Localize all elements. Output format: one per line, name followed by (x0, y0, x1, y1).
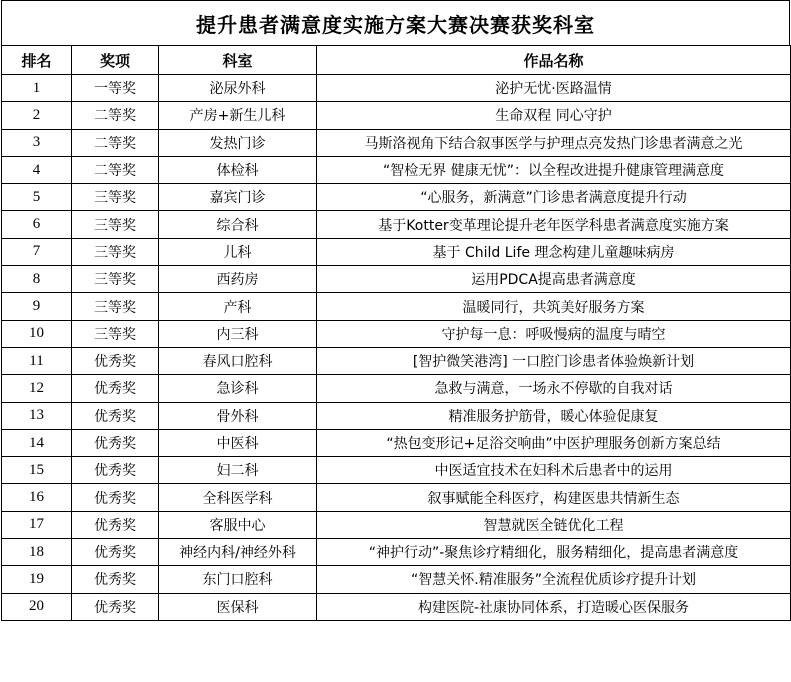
department-cell: 西药房 (159, 266, 317, 293)
work-title-cell: 马斯洛视角下结合叙事医学与护理点亮发热门诊患者满意之光 (317, 129, 791, 156)
rank-cell: 2 (2, 102, 72, 129)
work-title-cell: 泌护无忧·医路温情 (317, 75, 791, 102)
rank-cell: 4 (2, 156, 72, 183)
department-cell: 内三科 (159, 320, 317, 347)
table-row (2, 375, 791, 402)
department-cell: 嘉宾门诊 (159, 184, 317, 211)
header-rank: 排名 (2, 46, 72, 75)
award-sheet (1, 0, 790, 621)
rank-cell: 18 (2, 539, 72, 566)
award-cell: 一等奖 (72, 75, 159, 102)
department-cell: 客服中心 (159, 511, 317, 538)
award-cell: 三等奖 (72, 293, 159, 320)
award-cell: 三等奖 (72, 320, 159, 347)
header-work-title: 作品名称 (317, 46, 791, 75)
rank-cell: 1 (2, 75, 72, 102)
table-row (2, 266, 791, 293)
rank-cell: 3 (2, 129, 72, 156)
work-title-cell: “智检无界 健康无忧”：以全程改进提升健康管理满意度 (317, 156, 791, 183)
department-cell: 发热门诊 (159, 129, 317, 156)
rank-cell: 12 (2, 375, 72, 402)
award-cell: 优秀奖 (72, 566, 159, 593)
department-cell: 医保科 (159, 593, 317, 620)
table-row (2, 156, 791, 183)
work-title-cell: [智护微笑港湾] 一口腔门诊患者体验焕新计划 (317, 347, 791, 374)
work-title-cell: 急救与满意，一场永不停歇的自我对话 (317, 375, 791, 402)
award-cell: 优秀奖 (72, 402, 159, 429)
department-cell: 全科医学科 (159, 484, 317, 511)
department-cell: 产房+新生儿科 (159, 102, 317, 129)
work-title-cell: “心服务，新满意”门诊患者满意度提升行动 (317, 184, 791, 211)
table-row (2, 347, 791, 374)
department-cell: 中医科 (159, 429, 317, 456)
table-row (2, 75, 791, 102)
work-title-cell: 智慧就医全链优化工程 (317, 511, 791, 538)
table-row (2, 129, 791, 156)
work-title-cell: 基于Kotter变革理论提升老年医学科患者满意度实施方案 (317, 211, 791, 238)
table-row (2, 238, 791, 265)
rank-cell: 6 (2, 211, 72, 238)
table-row (2, 211, 791, 238)
rank-cell: 9 (2, 293, 72, 320)
department-cell: 产科 (159, 293, 317, 320)
work-title-cell: 精准服务护筋骨，暖心体验促康复 (317, 402, 791, 429)
work-title-cell: 守护每一息：呼吸慢病的温度与晴空 (317, 320, 791, 347)
department-cell: 儿科 (159, 238, 317, 265)
work-title-cell: 运用PDCA提高患者满意度 (317, 266, 791, 293)
header-award: 奖项 (72, 46, 159, 75)
department-cell: 春风口腔科 (159, 347, 317, 374)
rank-cell: 14 (2, 429, 72, 456)
header-department: 科室 (159, 46, 317, 75)
work-title-cell: 构建医院-社康协同体系，打造暖心医保服务 (317, 593, 791, 620)
table-row (2, 429, 791, 456)
rank-cell: 10 (2, 320, 72, 347)
department-cell: 泌尿外科 (159, 75, 317, 102)
award-cell: 优秀奖 (72, 593, 159, 620)
department-cell: 体检科 (159, 156, 317, 183)
rank-cell: 16 (2, 484, 72, 511)
rank-cell: 20 (2, 593, 72, 620)
rank-cell: 7 (2, 238, 72, 265)
table-row (2, 402, 791, 429)
table-row (2, 320, 791, 347)
rank-cell: 17 (2, 511, 72, 538)
work-title-cell: “热包变形记+足浴交响曲”中医护理服务创新方案总结 (317, 429, 791, 456)
work-title-cell: 温暖同行，共筑美好服务方案 (317, 293, 791, 320)
table-row (2, 457, 791, 484)
award-cell: 优秀奖 (72, 457, 159, 484)
work-title-cell: 中医适宜技术在妇科术后患者中的运用 (317, 457, 791, 484)
work-title-cell: 叙事赋能全科医疗，构建医患共情新生态 (317, 484, 791, 511)
work-title-cell: 生命双程 同心守护 (317, 102, 791, 129)
rank-cell: 8 (2, 266, 72, 293)
work-title-cell: 基于 Child Life 理念构建儿童趣味病房 (317, 238, 791, 265)
table-row (2, 539, 791, 566)
table-row (2, 511, 791, 538)
award-cell: 三等奖 (72, 184, 159, 211)
award-cell: 二等奖 (72, 102, 159, 129)
table-row (2, 293, 791, 320)
department-cell: 东门口腔科 (159, 566, 317, 593)
department-cell: 急诊科 (159, 375, 317, 402)
table-row (2, 593, 791, 620)
rank-cell: 11 (2, 347, 72, 374)
award-cell: 三等奖 (72, 266, 159, 293)
award-cell: 二等奖 (72, 156, 159, 183)
department-cell: 妇二科 (159, 457, 317, 484)
table-row (2, 102, 791, 129)
header-row (2, 46, 791, 75)
sheet-title: 提升患者满意度实施方案大赛决赛获奖科室 (1, 0, 790, 45)
award-cell: 优秀奖 (72, 375, 159, 402)
award-cell: 二等奖 (72, 129, 159, 156)
rank-cell: 13 (2, 402, 72, 429)
rank-cell: 5 (2, 184, 72, 211)
department-cell: 综合科 (159, 211, 317, 238)
award-cell: 三等奖 (72, 238, 159, 265)
award-table (1, 45, 791, 621)
department-cell: 神经内科/神经外科 (159, 539, 317, 566)
award-cell: 优秀奖 (72, 539, 159, 566)
department-cell: 骨外科 (159, 402, 317, 429)
rank-cell: 19 (2, 566, 72, 593)
work-title-cell: “神护行动”-聚焦诊疗精细化，服务精细化，提高患者满意度 (317, 539, 791, 566)
rank-cell: 15 (2, 457, 72, 484)
table-row (2, 484, 791, 511)
award-cell: 优秀奖 (72, 429, 159, 456)
award-cell: 优秀奖 (72, 511, 159, 538)
award-cell: 三等奖 (72, 211, 159, 238)
table-row (2, 184, 791, 211)
table-row (2, 566, 791, 593)
award-cell: 优秀奖 (72, 484, 159, 511)
work-title-cell: “智慧关怀.精准服务”全流程优质诊疗提升计划 (317, 566, 791, 593)
award-cell: 优秀奖 (72, 347, 159, 374)
